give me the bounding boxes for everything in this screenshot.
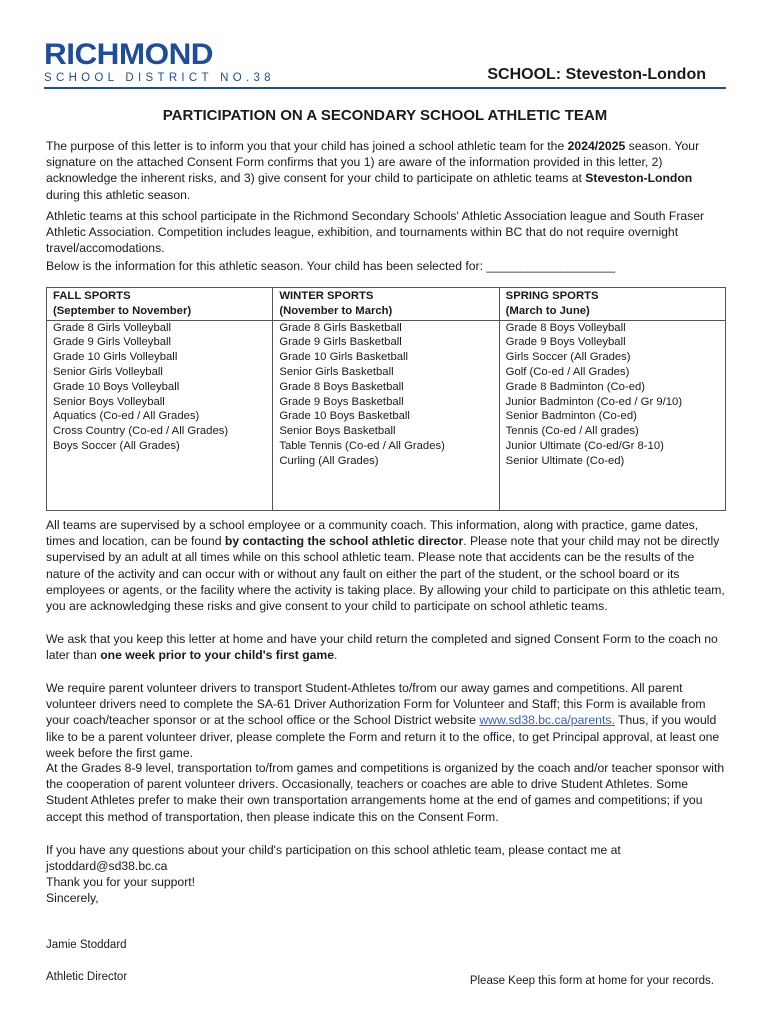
header-rule [44,87,726,89]
sports-table [46,287,726,511]
sport-item: Grade 9 Boys Basketball [279,395,404,408]
spring-sports-range: (March to June) [500,304,725,321]
sport-item: Curling (All Grades) [279,454,379,467]
spring-sports-list [506,321,719,469]
sport-item: Grade 9 Girls Volleyball [53,336,172,349]
sport-item: Grade 10 Girls Volleyball [53,351,178,364]
fall-sports-range: (September to November) [47,304,272,321]
sport-item: Tennis (Co-ed / All grades) [505,425,639,438]
sport-item: Grade 10 Boys Basketball [279,410,410,423]
winter-sports-range: (November to March) [273,304,498,321]
sport-item: Table Tennis (Co-ed / All Grades) [279,439,445,452]
sport-item: Cross Country (Co-ed / All Grades) [53,425,229,438]
logo-subtitle: SCHOOL DISTRICT NO.38 [44,72,275,84]
selection-paragraph: Below is the information for this athletic season. Your child has been selected for: ___________________ [46,259,616,273]
sport-item: Grade 8 Boys Volleyball [505,321,626,334]
purpose-paragraph: The purpose of this letter is to inform you that your child has joined a school athletic team for the 2024/2025 season. Your signature on the attached Consent Form confirms that you 1) are aware of the information provided in this letter, 2) acknowledge the inherent risks, and 3) give consent for your child to participate on athletic teams at Steveston-London during this athletic season. [46,139,700,202]
sport-item: Boys Soccer (All Grades) [53,439,180,452]
sport-item: Senior Boys Volleyball [53,395,165,408]
questions-paragraph: If you have any questions about your child's participation on this school athletic team, please contact me at jstoddard@sd38.bc.ca Thank you for your support! [46,843,621,890]
parents-website-link[interactable]: www.sd38.bc.ca/parents. [479,713,615,728]
sport-item: Grade 9 Boys Volleyball [505,336,626,349]
sport-item: Senior Badminton (Co-ed) [505,410,637,423]
sport-item: Golf (Co-ed / All Grades) [505,365,630,378]
school-label: SCHOOL: Steveston-London [487,66,706,83]
sport-item: Senior Ultimate (Co-ed) [505,454,625,467]
association-paragraph: Athletic teams at this school participate in the Richmond Secondary Schools' Athletic Association league and South Fraser Athletic Association. Competition includes league, exhibition, and tournaments within BC that do not require overnight travel/accomodations. [46,209,705,256]
keep-note: Please Keep this form at home for your records. [469,975,714,987]
sport-item: Senior Girls Volleyball [53,365,163,378]
transportation-paragraph: At the Grades 8-9 level, transportation to/from games and competitions is organized by the coach and/or teacher sponsor with the cooperation of parent volunteer drivers. Occasionally, teachers or coaches are able to drive Student Athletes. Some Student Athletes prefer to make their own transportation arrangements home at the end of games and competitions; if you accept this method of transportation, then please indicate this on the Consent Form. [46,761,725,824]
sport-item: Senior Boys Basketball [279,425,396,438]
fall-sports-list [53,321,266,454]
winter-sports-header: WINTER SPORTS [279,290,374,302]
winter-sports-list [279,321,492,469]
fall-sports-column [47,288,273,511]
sport-item: Grade 8 Boys Basketball [279,380,404,393]
sport-item: Grade 10 Girls Basketball [279,351,409,364]
spring-sports-column [499,288,725,511]
sport-item: Junior Ultimate (Co-ed/Gr 8-10) [505,439,664,452]
sport-item: Senior Girls Basketball [279,365,394,378]
closing: Sincerely, [46,891,99,905]
supervision-paragraph: All teams are supervised by a school employee or a community coach. This information, along with practice, game dates, times and location, can be found by contacting the school athletic director. Please note that your child may not be directly supervised by an adult at all times while on this school athletic team. Please note that accidents can be the results of the nature of the activity and can occur with or without any fault on either the part of the student, or the school board or its employees or agents, or the facility where the activity is taking place. By allowing your child to participate on this athletic team, you are acknowledging these risks and give consent to your child to participate on school athletic teams. [46,518,725,614]
sport-item: Girls Soccer (All Grades) [505,351,631,364]
sport-item: Grade 8 Badminton (Co-ed) [505,380,646,393]
signer-title: Athletic Director [46,971,128,983]
sport-item: Grade 8 Girls Basketball [279,321,402,334]
thanks-line: Thank you for your support! [46,875,196,890]
sport-item: Grade 8 Girls Volleyball [53,321,172,334]
spring-sports-header: SPRING SPORTS [505,290,599,302]
page-title: PARTICIPATION ON A SECONDARY SCHOOL ATHLETIC TEAM [162,107,608,124]
sport-item: Aquatics (Co-ed / All Grades) [53,410,200,423]
logo-wordmark: RICHMOND [44,38,214,71]
fall-sports-header: FALL SPORTS [53,290,131,302]
sport-item: Junior Badminton (Co-ed / Gr 9/10) [505,395,683,408]
signer-name: Jamie Stoddard [46,939,127,951]
district-logo [44,40,275,84]
consent-return-paragraph: We ask that you keep this letter at home and have your child return the completed and signed Consent Form to the coach no later than one week prior to your child's first game. [46,632,718,663]
sport-item: Grade 10 Boys Volleyball [53,380,180,393]
sport-item: Grade 9 Girls Basketball [279,336,402,349]
volunteer-drivers-paragraph: We require parent volunteer drivers to transport Student-Athletes to/from our away games and competitions. All parent volunteer drivers need to complete the SA-61 Driver Authorization Form for Volunteer and Staff; this Form is available from your coach/teacher sponsor or at the school office or the School District website www.sd38.bc.ca/parents. Thus, if you would like to be a parent volunteer driver, please complete the Form and return it to the office, to get Principal approval, at least one week before the first game. [46,681,720,760]
winter-sports-column [273,288,499,511]
